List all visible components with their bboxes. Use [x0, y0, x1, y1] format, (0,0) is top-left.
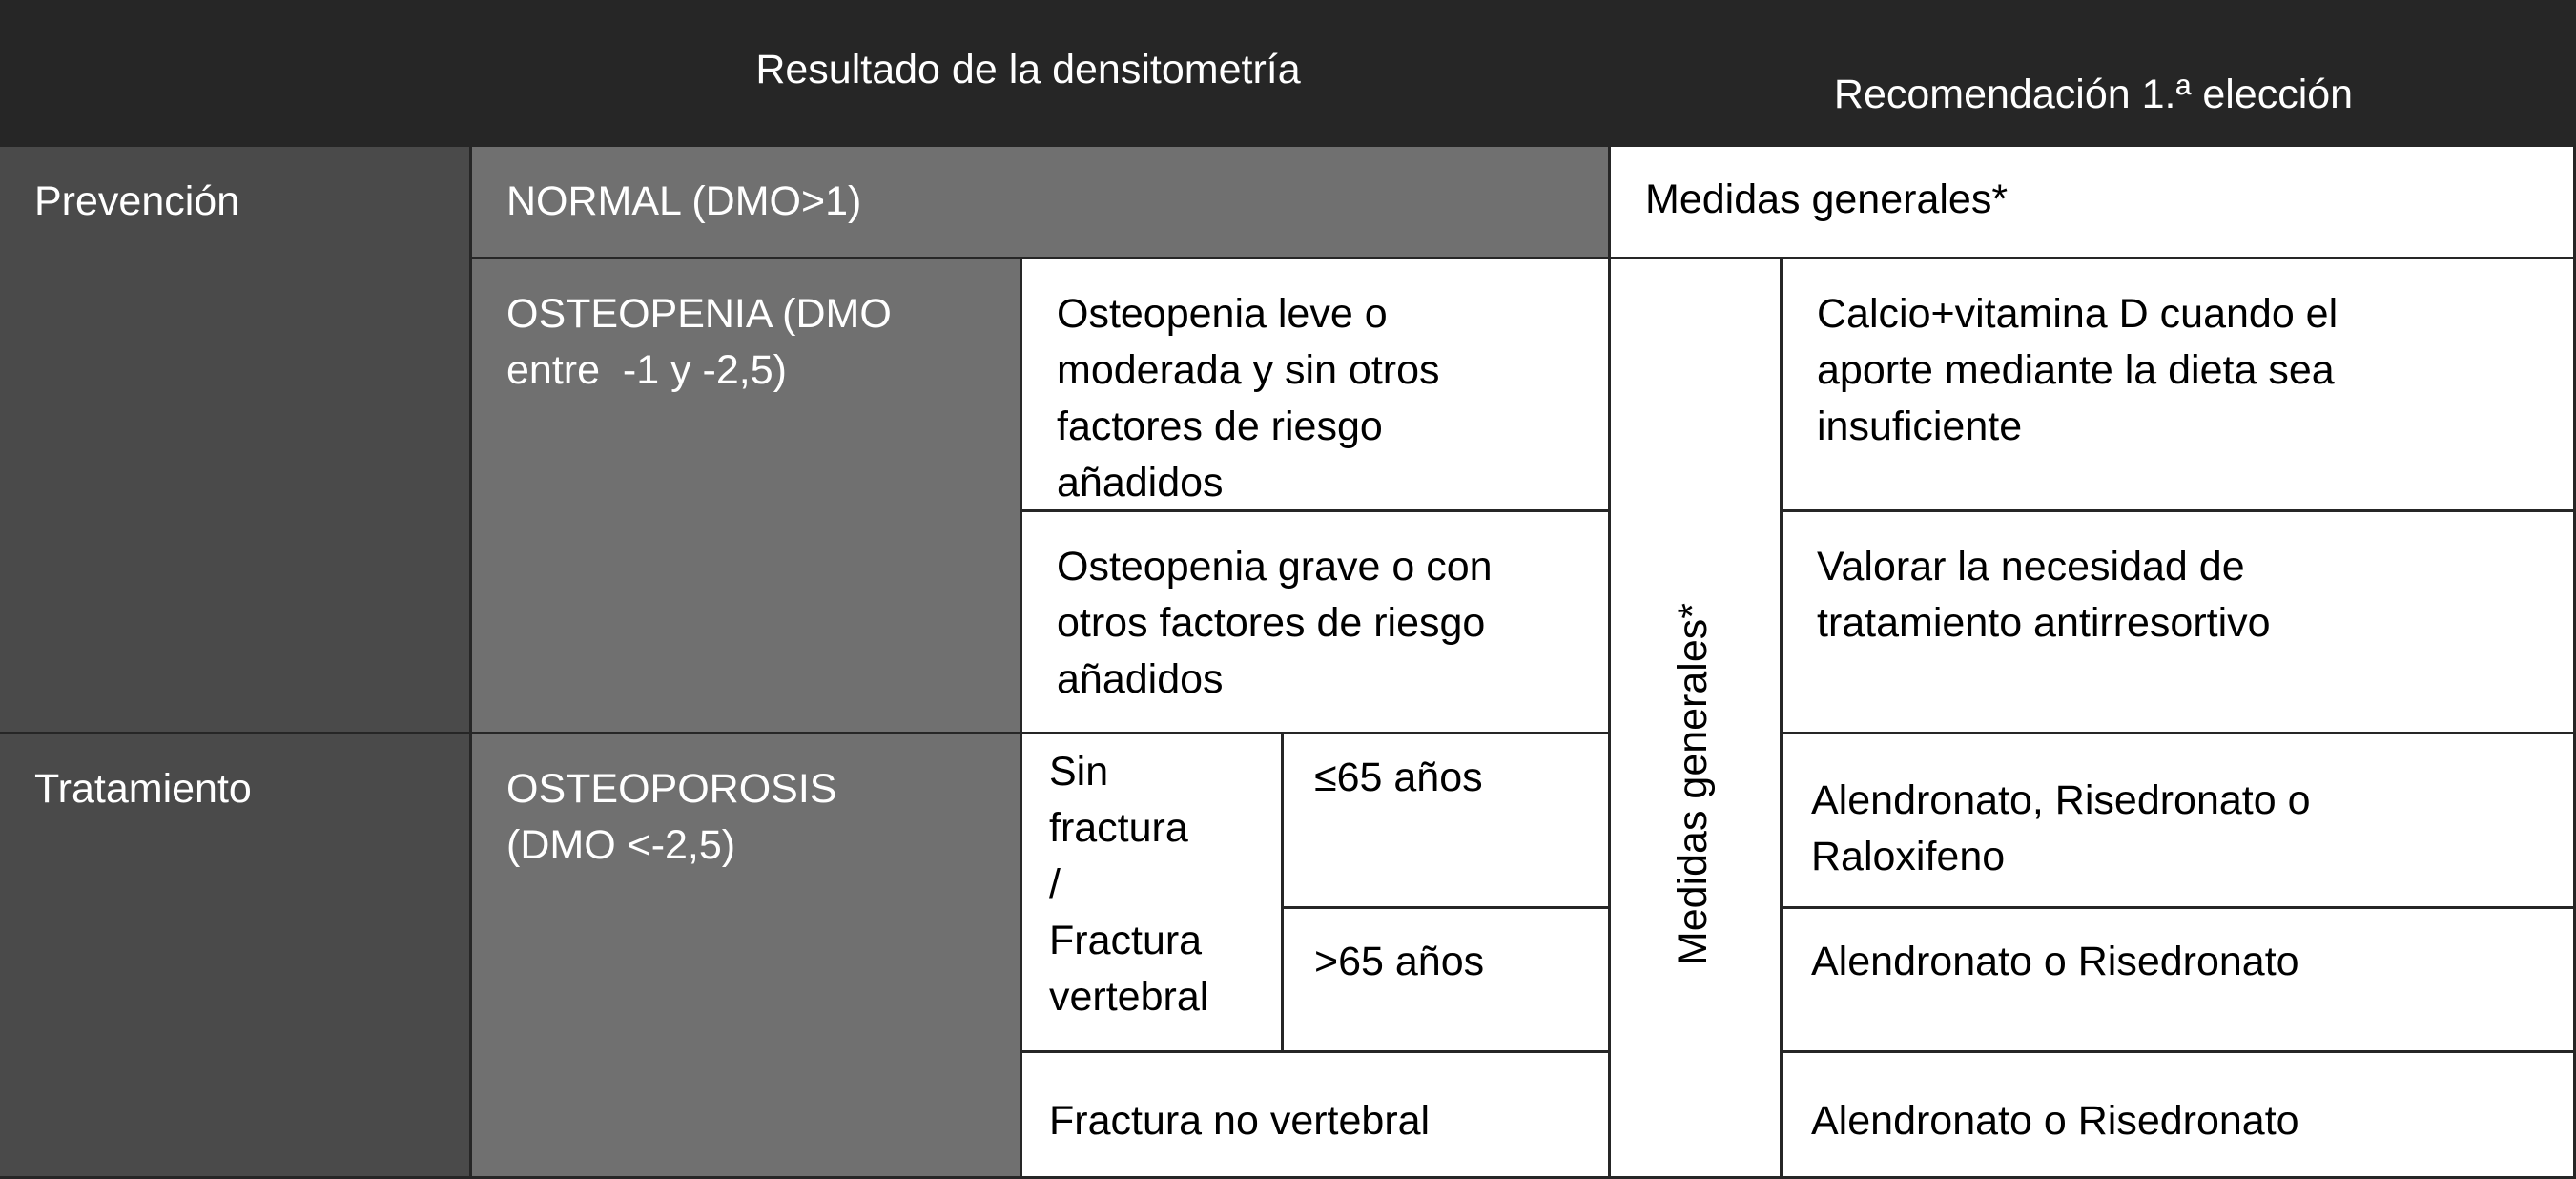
header-recommendation-title: Recomendación 1.ª elección [1833, 72, 2354, 117]
condition-age-le-65: ≤65 años [1284, 734, 1611, 909]
recommendation-non-vertebral: Alendronato o Risedronato [1783, 1053, 2576, 1179]
recommendation-age-gt-65: Alendronato o Risedronato [1783, 909, 2576, 1053]
section-prevention: Prevención [0, 147, 472, 734]
condition-osteopenia-severe: Osteopenia grave o con otros factores de riesgo añadidos [1022, 512, 1611, 734]
header-result-title: Resultado de la densitometría [755, 47, 1301, 93]
condition-age-gt-65: >65 años [1284, 909, 1611, 1053]
result-normal: NORMAL (DMO>1) [472, 147, 1611, 259]
recommendation-normal: Medidas generales* [1611, 147, 2576, 259]
recommendation-age-le-65: Alendronato, Risedronato o Raloxifeno [1783, 734, 2576, 909]
recommendation-osteopenia-severe: Valorar la necesidad de tratamiento antirresortivo [1783, 512, 2576, 734]
result-osteoporosis: OSTEOPOROSIS (DMO <-2,5) [472, 734, 1022, 1179]
condition-no-fracture: Sin fractura / Fractura vertebral [1022, 734, 1284, 1053]
condition-osteopenia-mild: Osteopenia leve o moderada y sin otros factores de riesgo añadidos [1022, 259, 1611, 512]
recommendation-osteopenia-mild: Calcio+vitamina D cuando el aporte mediante la dieta sea insuficiente [1783, 259, 2576, 512]
result-osteopenia: OSTEOPENIA (DMO entre -1 y -2,5) [472, 259, 1022, 734]
condition-non-vertebral: Fractura no vertebral [1022, 1053, 1611, 1179]
section-treatment: Tratamiento [0, 734, 472, 1179]
recommendation-general-vertical: Medidas generales* [1611, 259, 1783, 1179]
